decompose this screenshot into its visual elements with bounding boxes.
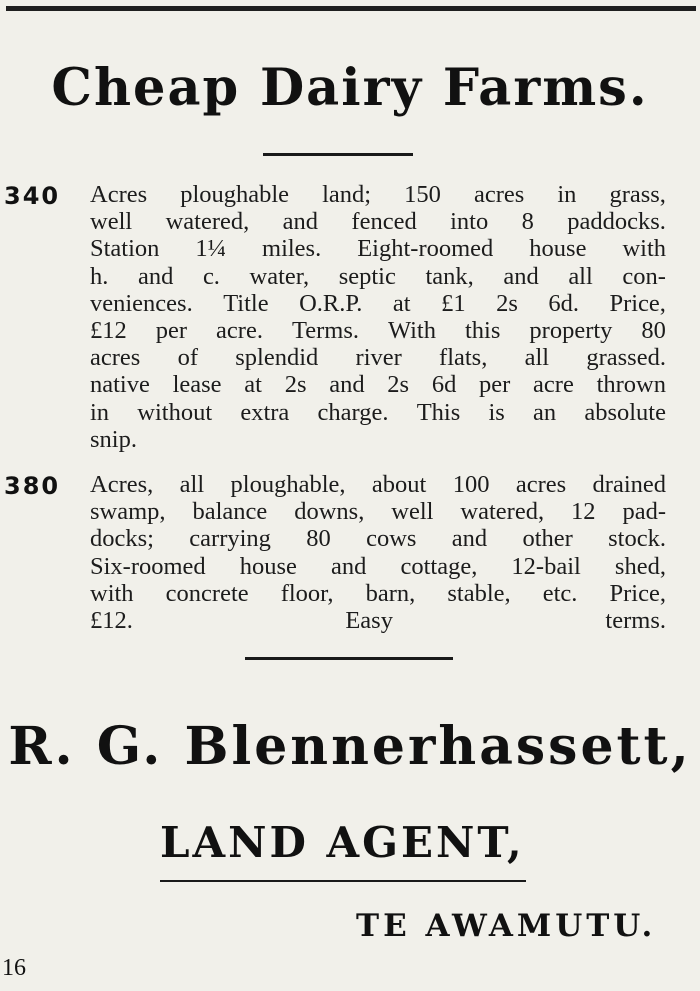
agent-title-underline [160,880,526,882]
listing-lot-number: 340 [4,182,61,210]
listing-line: with concrete floor, barn, stable, etc. Price, [90,579,666,607]
title-divider [263,153,413,156]
agent-name: R. G. Blennerhassett, [8,716,692,777]
page-number: 16 [2,955,26,981]
listing-line: acres of splendid river flats, all grassed. [90,344,666,372]
listing-line: swamp, balance downs, well watered, 12 pad- [90,498,666,526]
agent-title: LAND AGENT, [160,818,525,867]
listing-line: £12 per acre. Terms. With this property 80 [90,317,666,345]
listing-line: native lease at 2s and 2s 6d per acre thrown [90,371,666,399]
listing-line: h. and c. water, septic tank, and all con- [90,262,666,290]
page-title: Cheap Dairy Farms. [51,58,649,118]
listing-line: docks; carrying 80 cows and other stock. [90,525,666,553]
listing-line: Acres ploughable land; 150 acres in grass, [90,181,666,208]
listing-line: Station 1¼ miles. Eight-roomed house with [90,235,666,263]
listing-description [90,181,666,453]
listing-lot-number: 380 [4,472,61,500]
listing-line: Six-roomed house and cottage, 12-bail shed, [90,552,666,580]
top-border-rule [6,6,696,11]
listing-line: Acres, all ploughable, about 100 acres drained [90,471,666,498]
listing-line: in without extra charge. This is an absolute [90,398,666,426]
listing-line: veniences. Title O.R.P. at £1 2s 6d. Price, [90,289,666,317]
section-divider [245,657,453,660]
agent-town: TE AWAMUTU. [356,908,657,944]
listing-line: snip. [90,425,137,453]
listing-line: well watered, and fenced into 8 paddocks. [90,208,666,236]
listing-description [90,471,666,634]
listing-line: £12. Easy terms. [90,607,666,635]
